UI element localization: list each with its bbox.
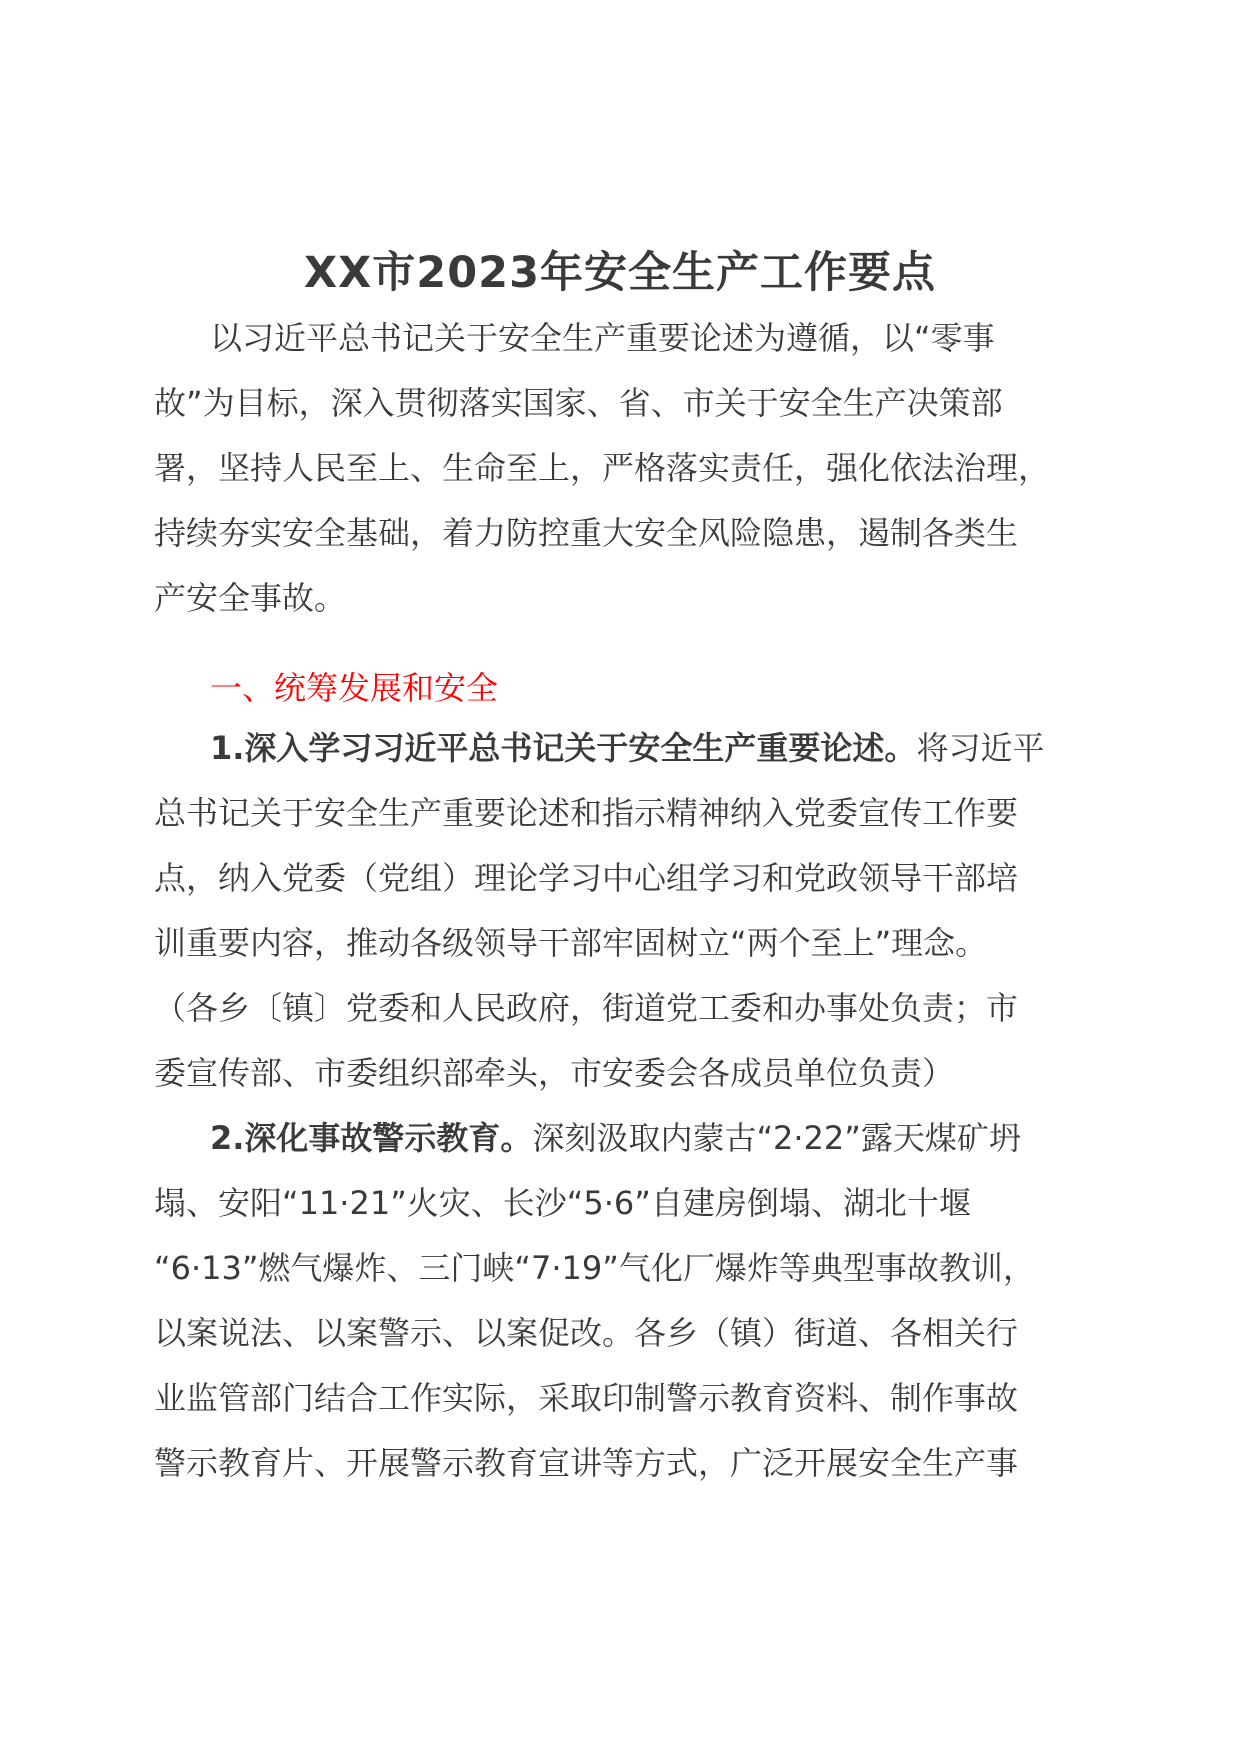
item-1-line: 点，纳入党委（党组）理论学习中心组学习和党政领导干部培 [154,859,1019,897]
section-heading: 一、统筹发展和安全 [210,669,499,707]
item-2-first-line [154,1106,1094,1171]
item-2-line: 塌、安阳“11·21”火灾、长沙“5·6”自建房倒塌、湖北十堰 [154,1184,971,1222]
item-2-line: 以案说法、以案警示、以案促改。各乡（镇）街道、各相关行 [154,1314,1019,1352]
item-2-line: 警示教育片、开展警示教育宣讲等方式，广泛开展安全生产事 [154,1444,1019,1482]
item-1-line: 总书记关于安全生产重要论述和指示精神纳入党委宣传工作要 [154,794,1019,832]
item-2-lead: 2.深化事故警示教育。 [210,1119,533,1157]
item-1-line: 训重要内容，推动各级领导干部牢固树立“两个至上”理念。 [154,924,988,962]
item-1-paragraph [154,716,1094,1106]
section-1 [154,656,1094,721]
intro-line: 持续夯实安全基础，着力防控重大安全风险隐患，遏制各类生 [154,514,1019,552]
item-1-first-line [154,716,1094,781]
item-2-line: “6·13”燃气爆炸、三门峡“7·19”气化厂爆炸等典型事故教训， [154,1249,1035,1287]
intro-line: 故”为目标，深入贯彻落实国家、省、市关于安全生产决策部 [154,384,1003,422]
item-1-lead: 1.深入学习习近平总书记关于安全生产重要论述。 [210,729,917,767]
item-1-line: （各乡〔镇〕党委和人民政府，街道党工委和办事处负责；市 [154,989,1019,1027]
intro-line: 产安全事故。 [154,579,347,617]
item-2-line: 业监管部门结合工作实际，采取印制警示教育资料、制作事故 [154,1379,1019,1417]
item-1-lead-rest: 将习近平 [916,729,1045,767]
item-2-lead-rest: 深刻汲取内蒙古“2·22”露天煤矿坍 [532,1119,1021,1157]
item-2-paragraph [154,1106,1094,1496]
item-1-line: 委宣传部、市委组织部牵头，市安委会各成员单位负责） [154,1054,955,1092]
intro-line: 以习近平总书记关于安全生产重要论述为遵循，以“零事 [210,319,995,357]
intro-line: 署，坚持人民至上、生命至上，严格落实责任，强化依法治理， [154,449,1051,487]
document-title: XX市2023年安全生产工作要点 [304,248,936,298]
intro-paragraph [154,306,1094,631]
